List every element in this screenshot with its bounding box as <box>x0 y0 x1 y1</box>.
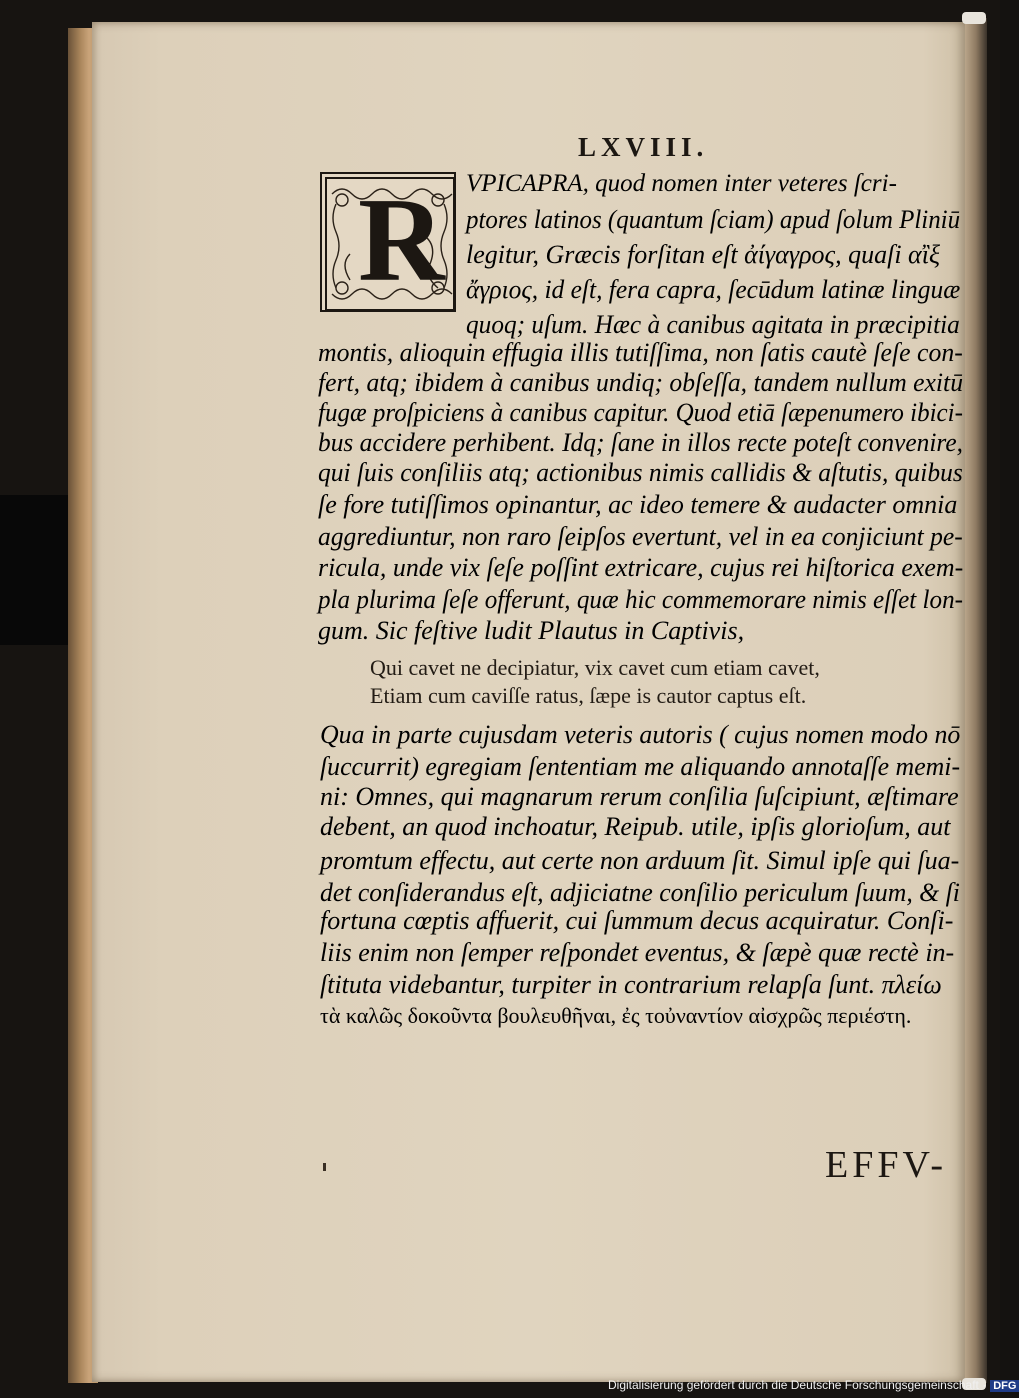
text-line: ricula, unde vix ſeſe poſſint extricare, cujus rei hiſtorica exem- <box>318 553 964 582</box>
text-line: ſtituta videbantur, turpiter in contrarium relapſa ſunt. πλείω <box>320 970 942 999</box>
text-line: aggrediuntur, non raro ſeipſos evertunt, vel in ea conjiciunt pe- <box>318 522 963 551</box>
scan-border-strip <box>0 495 68 645</box>
text-line: pla plurima ſeſe offerunt, quæ hic commemorare nimis eſſet lon- <box>318 585 964 614</box>
page-heading: LXVIII. <box>578 132 709 162</box>
text-line: fortuna cœptis affuerit, cui ſummum decus acquiratur. Conſi- <box>320 906 954 935</box>
text-line: montis, alioquin effugia illis tutiſſima, non ſatis cautè ſeſe con- <box>318 338 963 367</box>
credit-text: Digitalisierung gefördert durch die Deutsche Forschungsgemeinschaft · <box>608 1378 987 1392</box>
text-line: ſuccurrit) egregiam ſententiam me aliquando annotaſſe memi- <box>320 752 961 781</box>
text-line: liis enim non ſemper reſpondet eventus, & ſæpè quæ rectè in- <box>320 938 955 967</box>
dfg-logo: DFG <box>990 1380 1019 1392</box>
text-line: VPICAPRA, quod nomen inter veteres ſcri- <box>466 170 897 197</box>
text-line: ἄγριος, id eſt, fera capra, ſecūdum latinæ linguæ <box>466 275 961 304</box>
text-line: legitur, Græcis forſitan eſt ἀίγαγρος, quaſi αἲξ <box>466 240 941 269</box>
text-line: debent, an quod inchoatur, Reipub. utile, ipſis glorioſum, aut <box>320 812 951 841</box>
text-line: gum. Sic feſtive ludit Plautus in Captivis, <box>318 616 745 645</box>
decorated-initial <box>320 172 456 312</box>
digitization-credit <box>608 1378 1019 1392</box>
text-line: fert, atq; ibidem à canibus undiq; obſeſſa, tandem nullum exitū <box>318 368 964 397</box>
book-spine-edge <box>965 18 987 1383</box>
verse-line: Etiam cum caviſſe ratus, ſæpe is cautor captus eſt. <box>370 683 807 708</box>
text-line: ni: Omnes, qui magnarum rerum conſilia ſuſcipiunt, æſtimare <box>320 782 959 811</box>
text-line: qui ſuis conſiliis atq; actionibus nimis callidis & aſtutis, quibus <box>318 458 963 487</box>
text-line: τὰ καλῶς δοκοῦντα βουλευθῆναι, ἐς τοὐναντίον αἰσχρῶς περιέστη. <box>320 1003 912 1028</box>
catchword: EFFV- <box>825 1144 948 1186</box>
color-tab-top <box>962 12 986 24</box>
text-line: quoq; uſum. Hæc à canibus agitata in præcipitia <box>466 310 960 339</box>
text-line: promtum effectu, aut certe non arduum ſit. Simul ipſe qui ſua- <box>320 846 960 875</box>
ink-mark <box>323 1163 326 1171</box>
text-line: bus accidere perhibent. Idq; ſane in illos recte poteſt convenire, <box>318 428 963 457</box>
text-line: Qua in parte cujusdam veteris autoris ( cujus nomen modo nō <box>320 720 961 749</box>
text-line: fugæ proſpiciens à canibus capitur. Quod etiā ſæpenumero ibici- <box>318 398 963 427</box>
text-line: ptores latinos (quantum ſciam) apud ſolum Pliniū <box>466 205 961 234</box>
verse-line: Qui cavet ne decipiatur, vix cavet cum etiam cavet, <box>370 655 820 680</box>
initial-letter: R <box>358 173 445 306</box>
text-line: det conſiderandus eſt, adjiciatne conſilio periculum ſuum, & ſi <box>320 878 960 907</box>
text-line: ſe fore tutiſſimos opinantur, ac ideo temere & audacter omnia <box>318 490 958 519</box>
